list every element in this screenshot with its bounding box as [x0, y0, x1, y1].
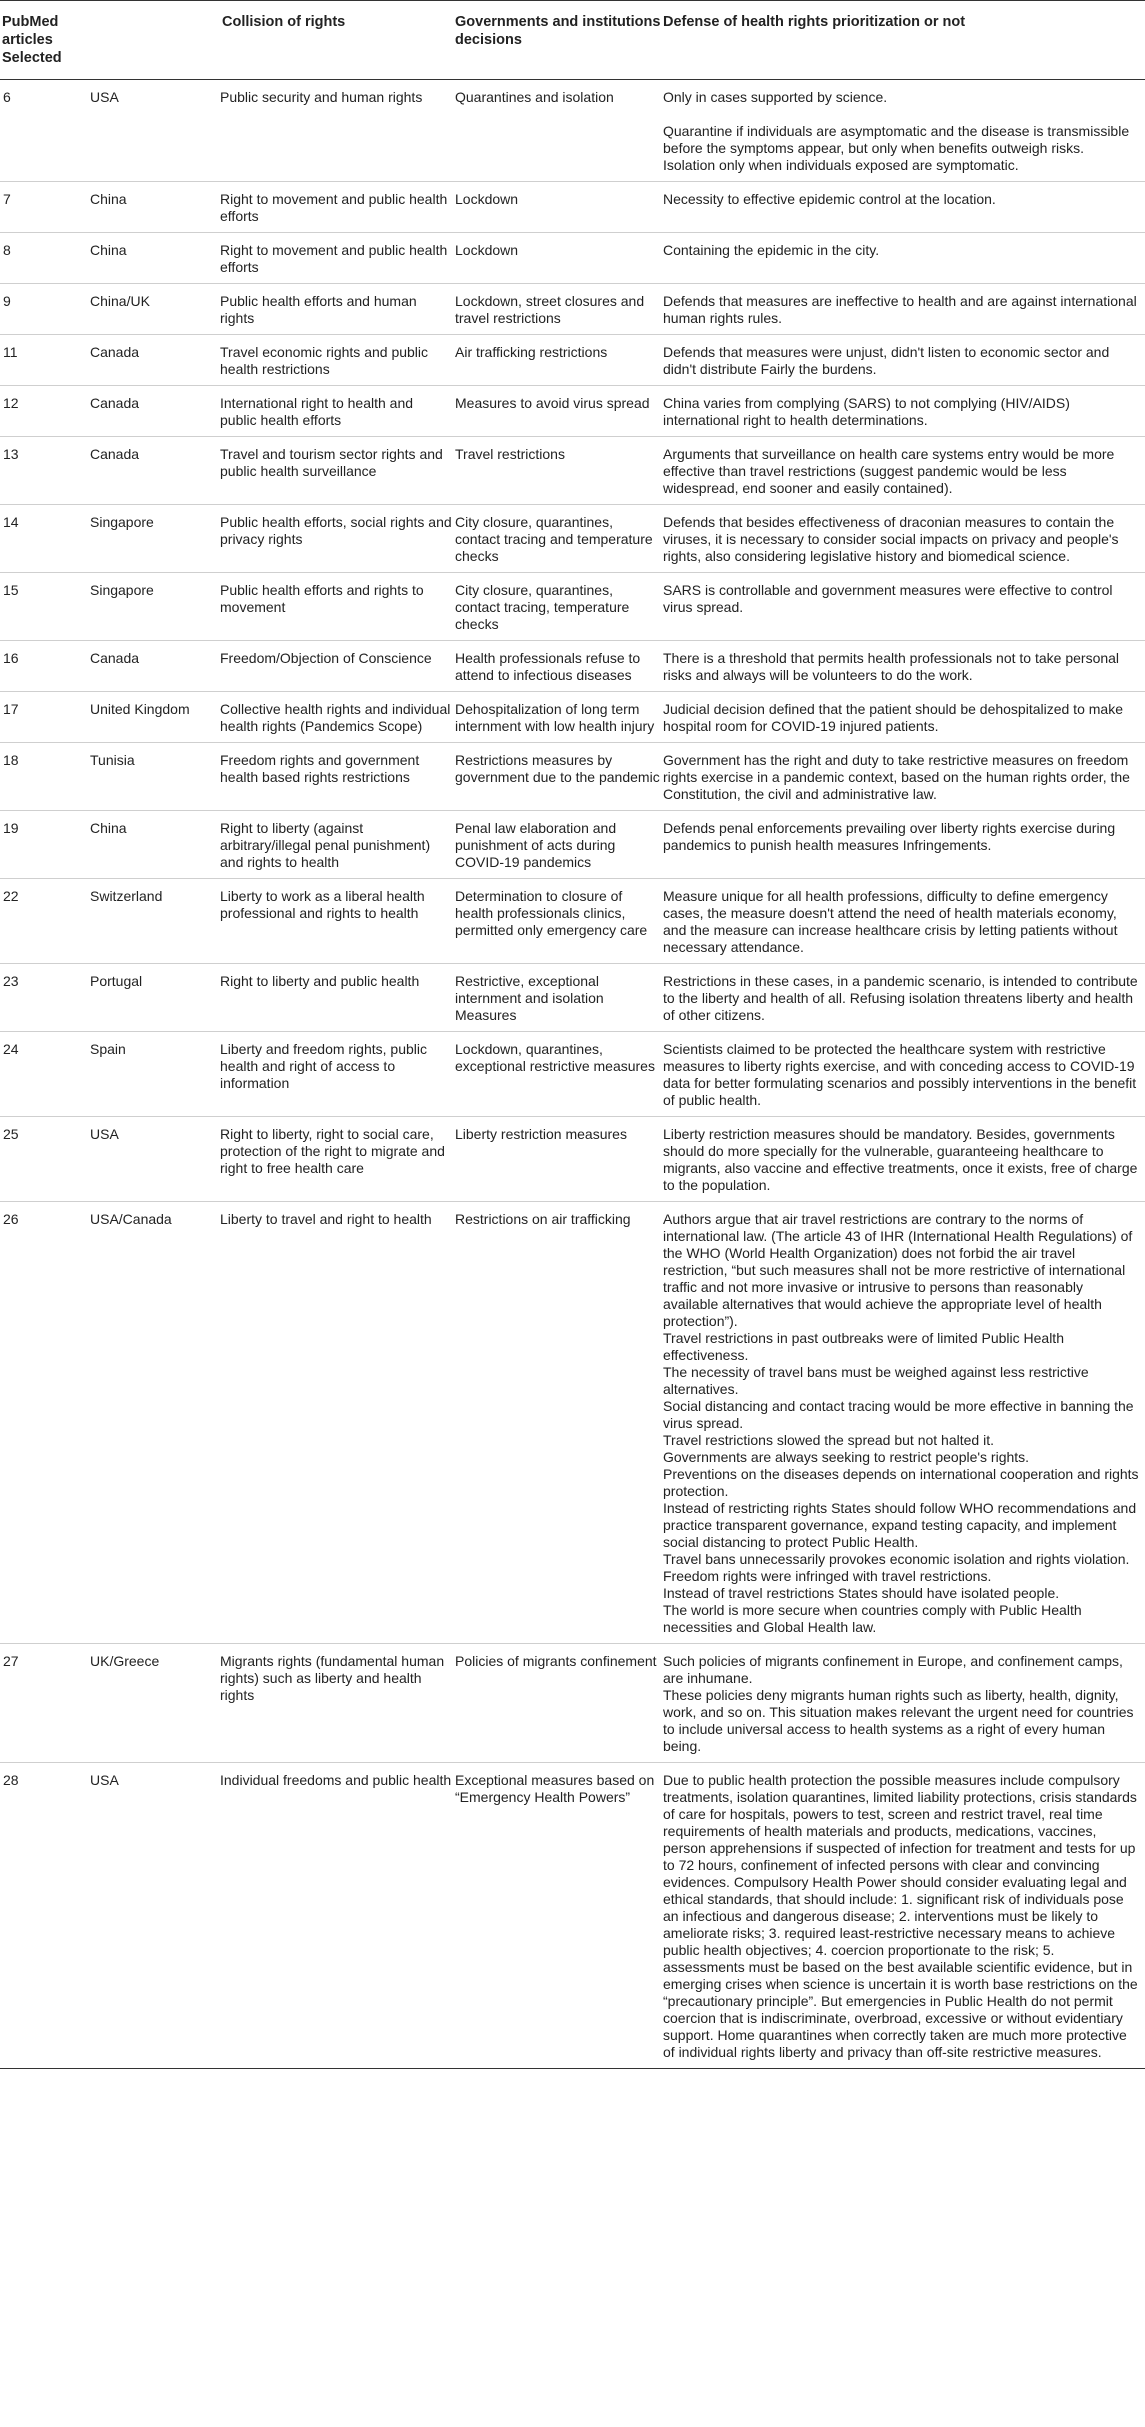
defense-cell: [661, 182, 1145, 233]
header-decisions: Governments and institutions decisions: [455, 14, 661, 48]
article-number-cell: 19: [3, 820, 19, 836]
header-row: [0, 1, 1145, 80]
country-cell: UK/Greece: [90, 1653, 160, 1669]
article-number-cell: 8: [3, 242, 11, 258]
country-cell: Tunisia: [90, 752, 135, 768]
collision-cell: Liberty and freedom rights, public health and right of access to information: [220, 1041, 427, 1091]
collision-cell: Migrants rights (fundamental human rights) such as liberty and health rights: [220, 1653, 445, 1703]
article-number-cell: 11: [3, 344, 18, 360]
decision-cell: City closure, quarantines, contact tracing, temperature checks: [455, 582, 630, 632]
defense-paragraph: Necessity to effective epidemic control at the location.: [663, 191, 996, 207]
decision-cell: Liberty restriction measures: [455, 1126, 627, 1142]
defense-paragraph: Scientists claimed to be protected the healthcare system with restrictive measures to liberty rights exercise, and with conceding access to COVID-19 data for better formulating scenarios and possibly interventions in the benefit of public health.: [663, 1041, 1137, 1108]
collision-cell: Right to movement and public health efforts: [220, 191, 448, 224]
defense-cell: [661, 1032, 1145, 1117]
table-row: [0, 1763, 1145, 2069]
country-cell: Spain: [90, 1041, 126, 1057]
country-cell: Canada: [90, 650, 140, 666]
article-number-cell: 9: [3, 293, 11, 309]
decision-cell: Lockdown: [455, 191, 519, 207]
decision-cell: Restrictions on air trafficking: [455, 1211, 631, 1227]
collision-cell: Public health efforts and human rights: [220, 293, 417, 326]
header-country: [88, 1, 220, 80]
defense-paragraph: Social distancing and contact tracing would be more effective in banning the virus spread.: [663, 1398, 1134, 1431]
defense-paragraph: There is a threshold that permits health professionals not to take personal risks and always will be volunteers to do the work.: [663, 650, 1120, 683]
decision-cell: Lockdown, quarantines, exceptional restrictive measures: [455, 1041, 655, 1074]
defense-paragraph: Travel restrictions in past outbreaks were of limited Public Health effectiveness.: [663, 1330, 1064, 1363]
defense-paragraph: Defends that besides effectiveness of draconian measures to contain the viruses, it is necessary to consider social impacts on privacy and people's rights, also considering legislative history and biomedical science.: [663, 514, 1119, 564]
article-number-cell: 12: [3, 395, 19, 411]
defense-cell: [661, 1644, 1145, 1763]
table-header: [0, 1, 1145, 80]
collision-cell: Right to liberty, right to social care, protection of the right to migrate and right to free health care: [220, 1126, 445, 1176]
country-cell: China: [90, 191, 127, 207]
defense-cell: [661, 386, 1145, 437]
article-number-cell: 25: [3, 1126, 19, 1142]
article-number-cell: 18: [3, 752, 19, 768]
table-row: [0, 182, 1145, 233]
decision-cell: Air trafficking restrictions: [455, 344, 608, 360]
article-number-cell: 7: [3, 191, 11, 207]
article-number-cell: 28: [3, 1772, 19, 1788]
table-row: [0, 437, 1145, 505]
defense-paragraph: Such policies of migrants confinement in Europe, and confinement camps, are inhumane.: [663, 1653, 1123, 1686]
defense-paragraph: Instead of travel restrictions States should have isolated people.: [663, 1585, 1060, 1601]
country-cell: USA: [90, 1772, 119, 1788]
table-row: [0, 573, 1145, 641]
defense-cell: [661, 1202, 1145, 1644]
defense-paragraph: Governments are always seeking to restrict people's rights.: [663, 1449, 1030, 1465]
defense-paragraph: Liberty restriction measures should be mandatory. Besides, governments should do more specially for the vulnerable, guaranteeing healthcare to migrants, also vaccine and effective treatments, once it exists, free of charge to the population.: [663, 1126, 1138, 1193]
decision-cell: Penal law elaboration and punishment of acts during COVID-19 pandemics: [455, 820, 617, 870]
table-row: [0, 284, 1145, 335]
defense-paragraph: Travel bans unnecessarily provokes economic isolation and rights violation. Freedom rights were infringed with travel restrictions.: [663, 1551, 1130, 1584]
collision-cell: Travel economic rights and public health restrictions: [220, 344, 429, 377]
country-cell: China/UK: [90, 293, 150, 309]
collision-cell: International right to health and public health efforts: [220, 395, 414, 428]
table-row: [0, 386, 1145, 437]
country-cell: Canada: [90, 446, 140, 462]
defense-cell: [661, 284, 1145, 335]
table-row: [0, 879, 1145, 964]
table-row: [0, 233, 1145, 284]
decision-cell: Restrictions measures by government due to the pandemic: [455, 752, 660, 785]
collision-cell: Travel and tourism sector rights and public health surveillance: [220, 446, 443, 479]
country-cell: Portugal: [90, 973, 143, 989]
defense-paragraph: Instead of restricting rights States should follow WHO recommendations and practice transparent governance, expand testing capacity, and implement social distancing to protect Public Health.: [663, 1500, 1137, 1550]
article-number-cell: 23: [3, 973, 19, 989]
defense-paragraph: The necessity of travel bans must be weighed against less restrictive alternatives.: [663, 1364, 1089, 1397]
article-number-cell: 22: [3, 888, 19, 904]
defense-cell: [661, 641, 1145, 692]
defense-paragraph: Quarantine if individuals are asymptomatic and the disease is transmissible before the symptoms appear, but only when benefits outweigh risks. Isolation only when individuals exposed are symptomatic.: [663, 123, 1130, 173]
collision-cell: Freedom/Objection of Conscience: [220, 650, 432, 666]
paragraph-gap: [663, 106, 1139, 123]
country-cell: Switzerland: [90, 888, 163, 904]
defense-paragraph: SARS is controllable and government measures were effective to control virus spread.: [663, 582, 1113, 615]
defense-paragraph: Defends that measures were unjust, didn't listen to economic sector and didn't distribute Fairly the burdens.: [663, 344, 1110, 377]
defense-cell: [661, 964, 1145, 1032]
collision-cell: Public health efforts and rights to movement: [220, 582, 424, 615]
country-cell: China: [90, 242, 127, 258]
defense-paragraph: Containing the epidemic in the city.: [663, 242, 880, 258]
defense-paragraph: Restrictions in these cases, in a pandemic scenario, is intended to contribute to the liberty and health of all. Refusing isolation threatens liberty and health of other citizens.: [663, 973, 1138, 1023]
defense-cell: [661, 437, 1145, 505]
table-row: [0, 811, 1145, 879]
defense-paragraph: The world is more secure when countries comply with Public Health necessities and Global Health law.: [663, 1602, 1082, 1635]
defense-paragraph: Travel restrictions slowed the spread but not halted it.: [663, 1432, 994, 1448]
table-row: [0, 1032, 1145, 1117]
country-cell: USA: [90, 1126, 119, 1142]
collision-cell: Right to movement and public health efforts: [220, 242, 448, 275]
table-row: [0, 505, 1145, 573]
collision-cell: Right to liberty (against arbitrary/illegal penal punishment) and rights to health: [220, 820, 431, 870]
header-defense: Defense of health rights prioritization or not: [663, 14, 966, 30]
decision-cell: Lockdown: [455, 242, 519, 258]
country-cell: Canada: [90, 344, 140, 360]
header-collision: Collision of rights: [222, 14, 346, 30]
article-number-cell: 16: [3, 650, 19, 666]
table-row: [0, 964, 1145, 1032]
defense-cell: [661, 1117, 1145, 1202]
table-row: [0, 1644, 1145, 1763]
collision-cell: Individual freedoms and public health: [220, 1772, 452, 1788]
defense-cell: [661, 743, 1145, 811]
decision-cell: Lockdown, street closures and travel restrictions: [455, 293, 645, 326]
article-number-cell: 24: [3, 1041, 19, 1057]
defense-cell: [661, 811, 1145, 879]
decision-cell: Restrictive, exceptional internment and isolation Measures: [455, 973, 604, 1023]
collision-cell: Public security and human rights: [220, 89, 423, 105]
table-row: [0, 335, 1145, 386]
defense-paragraph: Authors argue that air travel restrictions are contrary to the norms of international law. (The article 43 of IHR (International Health Regulations) of the WHO (World Health Organization) does not forbid the air travel restriction, “but such measures shall not be more restrictive of international traffic and not more invasive or intrusive to persons than reasonably available alternatives that would achieve the appropriate level of health protection”).: [663, 1211, 1133, 1329]
collision-cell: Collective health rights and individual health rights (Pandemics Scope): [220, 701, 451, 734]
article-number-cell: 26: [3, 1211, 19, 1227]
defense-paragraph: Government has the right and duty to take restrictive measures on freedom rights exercise in a pandemic context, based on the human rights order, the Constitution, the civil and administrative law.: [663, 752, 1130, 802]
defense-paragraph: Due to public health protection the possible measures include compulsory treatments, isolation quarantines, limited liability protections, crisis standards of care for hospitals, powers to test, screen and restrict travel, real time requirements of health materials and products, medications, vaccines, person apprehensions if suspected of infection for treatment and tests for up to 72 hours, confinement of infected persons with clear and convincing evidences. Compulsory Health Power should consider evaluating legal and ethical standards, that should include: 1. significant risk of individuals pose an infectious and dangerous disease; 2. interventions must be likely to ameliorate risks; 3. required least-restrictive necessary means to achieve public health objectives; 4. coercion proportionate to the risk; 5. assessments must be based on the best available scientific evidence, but in emerging crises when science is uncertain it is worth base restrictions on the “precautionary principle”. But emergencies in Public Health do not permit coercion that is indiscriminate, overbroad, excessive or without evidentiary support. Home quarantines when correctly taken are much more protective of individual rights liberty and privacy than off-site restrictive measures.: [663, 1772, 1138, 2060]
article-number-cell: 17: [3, 701, 19, 717]
country-cell: China: [90, 820, 127, 836]
article-number-cell: 13: [3, 446, 19, 462]
decision-cell: Measures to avoid virus spread: [455, 395, 650, 411]
country-cell: USA: [90, 89, 119, 105]
country-cell: United Kingdom: [90, 701, 190, 717]
table-body: [0, 80, 1145, 2069]
collision-cell: Right to liberty and public health: [220, 973, 420, 989]
decision-cell: Travel restrictions: [455, 446, 565, 462]
country-cell: Canada: [90, 395, 140, 411]
article-number-cell: 14: [3, 514, 19, 530]
article-number-cell: 27: [3, 1653, 19, 1669]
decision-cell: Determination to closure of health professionals clinics, permitted only emergency care: [455, 888, 648, 938]
table-row: [0, 641, 1145, 692]
defense-cell: [661, 505, 1145, 573]
defense-paragraph: Judicial decision defined that the patient should be dehospitalized to make hospital room for COVID-19 injured patients.: [663, 701, 1123, 734]
decision-cell: Policies of migrants confinement: [455, 1653, 657, 1669]
table-row: [0, 1202, 1145, 1644]
collision-cell: Public health efforts, social rights and privacy rights: [220, 514, 452, 547]
defense-cell: [661, 1763, 1145, 2069]
defense-paragraph: Defends penal enforcements prevailing over liberty rights exercise during pandemics to punish health measures Infringements.: [663, 820, 1116, 853]
defense-paragraph: Only in cases supported by science.: [663, 89, 888, 105]
article-number-cell: 15: [3, 582, 19, 598]
defense-cell: [661, 879, 1145, 964]
decision-cell: Quarantines and isolation: [455, 89, 614, 105]
defense-paragraph: Measure unique for all health professions, difficulty to define emergency cases, the measure doesn't attend the need of health materials economy, and the measure can increase healthcare crisis by letting patients without necessary attendance.: [663, 888, 1118, 955]
table-row: [0, 743, 1145, 811]
collision-cell: Liberty to travel and right to health: [220, 1211, 432, 1227]
article-number-cell: 6: [3, 89, 11, 105]
defense-cell: [661, 692, 1145, 743]
decision-cell: Exceptional measures based on “Emergency Health Powers”: [455, 1772, 655, 1805]
table-row: [0, 80, 1145, 182]
country-cell: Singapore: [90, 514, 154, 530]
collision-cell: Liberty to work as a liberal health professional and rights to health: [220, 888, 425, 921]
table-row: [0, 1117, 1145, 1202]
defense-paragraph: Defends that measures are ineffective to health and are against international human rights rules.: [663, 293, 1137, 326]
decision-cell: Health professionals refuse to attend to infectious diseases: [455, 650, 641, 683]
defense-cell: [661, 573, 1145, 641]
defense-cell: [661, 80, 1145, 182]
decision-cell: Dehospitalization of long term internment with low health injury: [455, 701, 655, 734]
header-articles: PubMed articles Selected: [2, 14, 62, 66]
defense-paragraph: Arguments that surveillance on health care systems entry would be more effective than travel restrictions (suggest pandemic would be less widespread, end sooner and easily contained).: [663, 446, 1115, 496]
defense-paragraph: These policies deny migrants human rights such as liberty, health, dignity, work, and so on. This situation makes relevant the urgent need for countries to include universal access to health systems as a right of every human being.: [663, 1687, 1134, 1754]
defense-paragraph: Preventions on the diseases depends on international cooperation and rights protection.: [663, 1466, 1139, 1499]
table-row: [0, 692, 1145, 743]
defense-paragraph: China varies from complying (SARS) to not complying (HIV/AIDS) international right to health determinations.: [663, 395, 1070, 428]
country-cell: Singapore: [90, 582, 154, 598]
country-cell: USA/Canada: [90, 1211, 172, 1227]
defense-cell: [661, 335, 1145, 386]
decision-cell: City closure, quarantines, contact tracing and temperature checks: [455, 514, 653, 564]
collision-cell: Freedom rights and government health based rights restrictions: [220, 752, 420, 785]
defense-cell: [661, 233, 1145, 284]
